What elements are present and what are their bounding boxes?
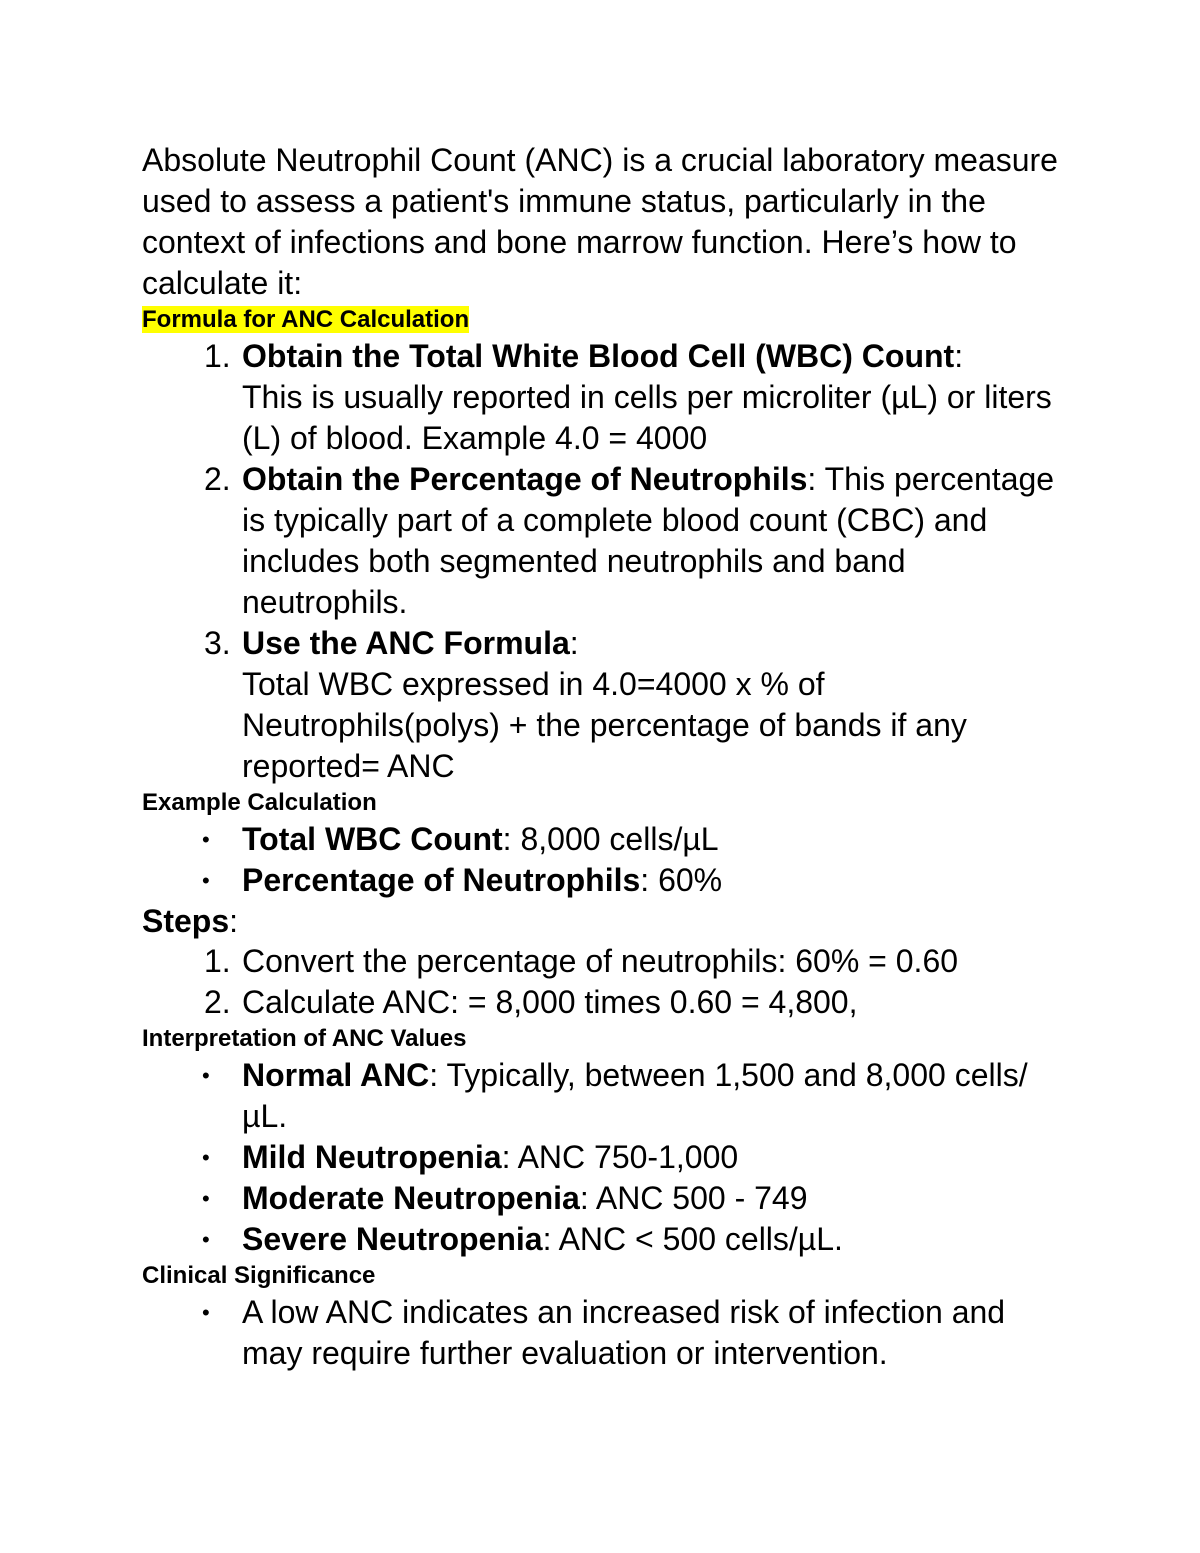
list-item bbox=[142, 336, 1072, 459]
list-number: 1. bbox=[204, 338, 231, 374]
list-item bbox=[142, 1178, 1072, 1219]
item-bold-label: Obtain the Percentage of Neutrophils bbox=[242, 461, 808, 497]
bullet-icon: • bbox=[202, 1186, 210, 1211]
list-item bbox=[142, 860, 1072, 901]
interpretation-list bbox=[142, 1055, 1072, 1260]
list-item bbox=[142, 623, 1072, 787]
item-bold-label: Moderate Neutropenia bbox=[242, 1180, 580, 1216]
example-list bbox=[142, 819, 1072, 901]
formula-heading bbox=[142, 304, 1072, 336]
item-bold-label: Total WBC Count bbox=[242, 821, 503, 857]
item-text: : 60% bbox=[640, 862, 723, 898]
item-text: This is usually reported in cells per microliter (µL) or liters (L) of blood. Example 4.0 = 4000 bbox=[242, 379, 1052, 456]
bullet-icon: • bbox=[202, 1063, 210, 1088]
steps-heading-colon: : bbox=[229, 903, 239, 939]
formula-heading-text: Formula for ANC Calculation bbox=[142, 306, 470, 333]
interpretation-heading: Interpretation of ANC Values bbox=[142, 1025, 467, 1052]
item-text: : ANC 750-1,000 bbox=[501, 1139, 739, 1175]
bullet-icon: • bbox=[202, 827, 210, 852]
item-bold-label: Use the ANC Formula bbox=[242, 625, 570, 661]
bullet-icon: • bbox=[202, 1227, 210, 1252]
bullet-icon: • bbox=[202, 1300, 210, 1325]
item-colon: : bbox=[954, 338, 964, 374]
item-text: Convert the percentage of neutrophils: 60% = 0.60 bbox=[242, 943, 959, 979]
item-bold-label: Severe Neutropenia bbox=[242, 1221, 543, 1257]
steps-list bbox=[142, 941, 1072, 1023]
list-item bbox=[142, 819, 1072, 860]
list-item bbox=[142, 1055, 1072, 1137]
item-text: : ANC 500 - 749 bbox=[579, 1180, 808, 1216]
item-text: : 8,000 cells/µL bbox=[502, 821, 719, 857]
item-text: Calculate ANC: = 8,000 times 0.60 = 4,800, bbox=[242, 984, 858, 1020]
list-item bbox=[142, 941, 1072, 982]
item-text: Total WBC expressed in 4.0=4000 x % of Neutrophils(polys) + the percentage of bands if any reported= ANC bbox=[242, 666, 967, 784]
item-colon: : bbox=[569, 625, 579, 661]
clinical-heading: Clinical Significance bbox=[142, 1262, 376, 1289]
item-text: : ANC < 500 cells/µL. bbox=[542, 1221, 843, 1257]
list-item bbox=[142, 1219, 1072, 1260]
list-number: 3. bbox=[204, 625, 231, 661]
item-text: A low ANC indicates an increased risk of infection and may require further evaluation or intervention. bbox=[242, 1294, 1006, 1371]
item-bold-label: Percentage of Neutrophils bbox=[242, 862, 641, 898]
list-number: 1. bbox=[204, 943, 231, 979]
document-page bbox=[142, 140, 1072, 1374]
item-bold-label: Obtain the Total White Blood Cell (WBC) Count bbox=[242, 338, 955, 374]
bullet-icon: • bbox=[202, 868, 210, 893]
item-text: : Typically, between 1,500 and 8,000 cells/µL. bbox=[242, 1057, 1028, 1134]
item-text: This percentage is typically part of a complete blood count (CBC) and includes both segmented neutrophils and band neutrophils. bbox=[242, 461, 1055, 620]
example-heading: Example Calculation bbox=[142, 789, 377, 816]
intro-paragraph: Absolute Neutrophil Count (ANC) is a crucial laboratory measure used to assess a patient's immune status, particularly in the context of infections and bone marrow function. Here’s how to calculate it: bbox=[142, 142, 1058, 301]
item-bold-label: Mild Neutropenia bbox=[242, 1139, 502, 1175]
steps-heading bbox=[142, 901, 1072, 941]
list-item bbox=[142, 1292, 1072, 1374]
list-number: 2. bbox=[204, 461, 231, 497]
list-item bbox=[142, 1137, 1072, 1178]
list-number: 2. bbox=[204, 984, 231, 1020]
bullet-icon: • bbox=[202, 1145, 210, 1170]
list-item bbox=[142, 459, 1072, 623]
list-item bbox=[142, 982, 1072, 1023]
item-colon: : bbox=[807, 461, 817, 497]
formula-list bbox=[142, 336, 1072, 787]
steps-heading-text: Steps bbox=[142, 903, 230, 939]
clinical-list bbox=[142, 1292, 1072, 1374]
item-bold-label: Normal ANC bbox=[242, 1057, 430, 1093]
